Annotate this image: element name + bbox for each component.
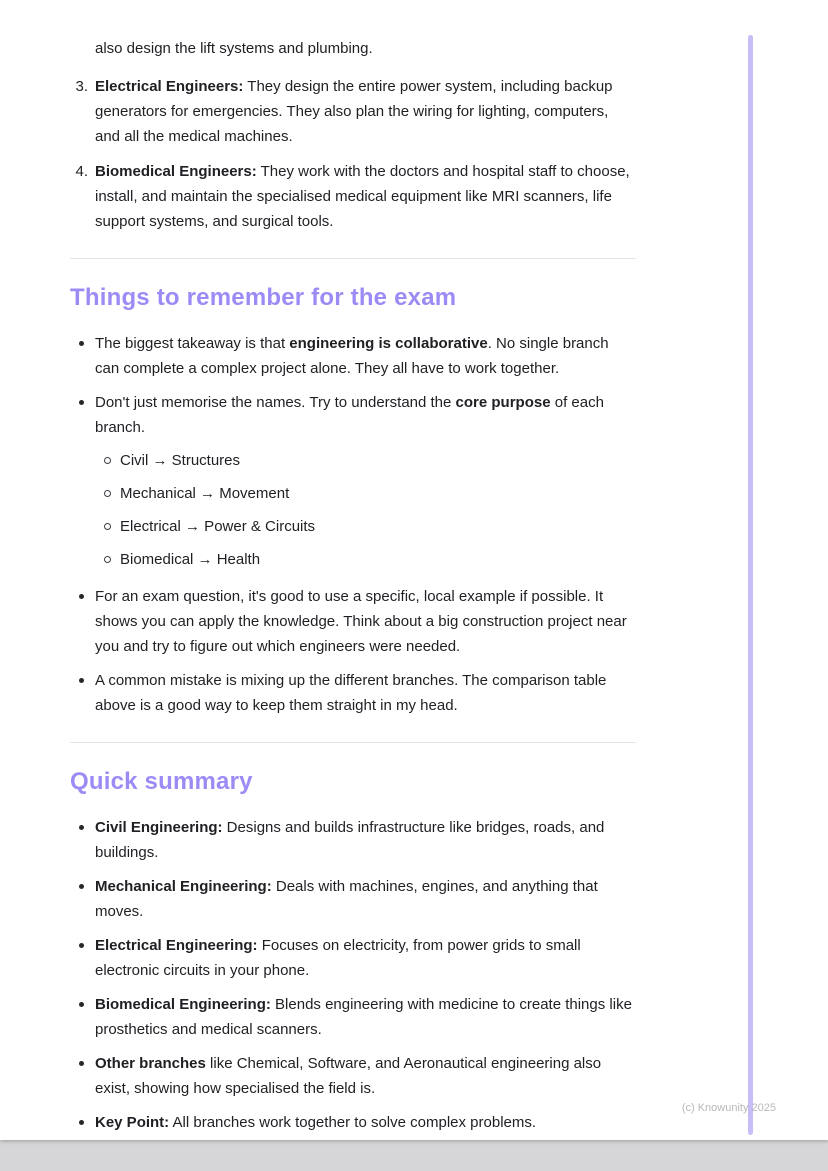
viewer-page-gap xyxy=(0,1140,828,1171)
bullet-text: Don't just memorise the names. Try to understand the xyxy=(95,394,456,411)
bullet-bold: core purpose xyxy=(455,394,551,411)
list-number: 4. xyxy=(75,163,88,180)
section-title-summary: Quick summary xyxy=(70,768,253,795)
bullet-item xyxy=(70,668,636,718)
list-text xyxy=(95,74,636,149)
branch-mapping-list xyxy=(95,448,636,572)
bullet-item xyxy=(70,584,636,659)
bullet-text: . No single branch can complete a complex project alone. They all have to work together. xyxy=(95,335,609,377)
list-text xyxy=(95,159,636,234)
bullet-text: A common mistake is mixing up the different branches. The comparison table above is a good way to keep them straight in my head. xyxy=(95,672,607,714)
bullet-text: like Chemical, Software, and Aeronautical engineering also exist, showing how specialised the field is. xyxy=(95,1055,602,1097)
bullet-bold: Civil Engineering: xyxy=(95,819,223,836)
bullet-text: For an exam question, it's good to use a specific, local example if possible. It shows you can apply the knowledge. Think about a big construction project near you and try to figure out which engineers were needed. xyxy=(95,588,627,655)
mapping-item: Mechanical → Movement xyxy=(95,481,636,506)
bullet-text: of each branch. xyxy=(95,394,604,436)
section-divider xyxy=(70,258,636,259)
watermark: (c) Knowunity 2025 xyxy=(681,1102,776,1114)
bullet-text: The biggest takeaway is that xyxy=(95,335,290,352)
section-title-exam: Things to remember for the exam xyxy=(70,284,457,311)
section-divider xyxy=(70,742,636,743)
bullet-item xyxy=(70,815,636,865)
bullet-text: All branches work together to solve complex problems. xyxy=(169,1114,537,1131)
list-item-body: They work with the doctors and hospital staff to choose, install, and maintain the specialised medical equipment like MRI scanners, life support systems, and surgical tools. xyxy=(95,163,630,230)
bullet-bold: engineering is collaborative xyxy=(289,335,488,352)
bullet-bold: Mechanical Engineering: xyxy=(95,878,272,895)
bullet-item xyxy=(70,992,636,1042)
numbered-list-item xyxy=(70,159,636,234)
summary-bullet-list xyxy=(70,815,636,1135)
bullet-item xyxy=(70,933,636,983)
bullet-bold: Biomedical Engineering: xyxy=(95,996,271,1013)
bullet-item xyxy=(70,874,636,924)
bullet-text: Focuses on electricity, from power grids to small electronic circuits in your phone. xyxy=(95,937,581,979)
bullet-bold: Key Point: xyxy=(95,1114,170,1131)
list-item-label: Electrical Engineers: xyxy=(95,78,244,95)
list-item-body: They design the entire power system, including backup generators for emergencies. They also plan the wiring for lighting, computers, and all the medical machines. xyxy=(95,78,613,145)
numbered-list-item xyxy=(70,74,636,149)
bullet-item xyxy=(70,331,636,381)
bullet-bold: Other branches xyxy=(95,1055,206,1072)
bullet-item xyxy=(70,390,636,572)
bullet-item xyxy=(70,1110,636,1135)
bullet-bold: Electrical Engineering: xyxy=(95,937,258,954)
list-number: 3. xyxy=(75,78,88,95)
list-item-label: Biomedical Engineers: xyxy=(95,163,257,180)
list-item-continuation: also design the lift systems and plumbing. xyxy=(95,40,373,57)
mapping-item: Civil → Structures xyxy=(95,448,636,473)
bullet-text: Blends engineering with medicine to create things like prosthetics and medical scanners. xyxy=(95,996,632,1038)
mapping-item: Biomedical → Health xyxy=(95,547,636,572)
note-content xyxy=(70,0,636,1144)
mapping-item: Electrical → Power & Circuits xyxy=(95,514,636,539)
bullet-text: Deals with machines, engines, and anything that moves. xyxy=(95,878,598,920)
exam-bullet-list xyxy=(70,331,636,718)
page-accent-bar xyxy=(748,35,753,1135)
bullet-text: Designs and builds infrastructure like bridges, roads, and buildings. xyxy=(95,819,605,861)
bullet-item xyxy=(70,1051,636,1101)
